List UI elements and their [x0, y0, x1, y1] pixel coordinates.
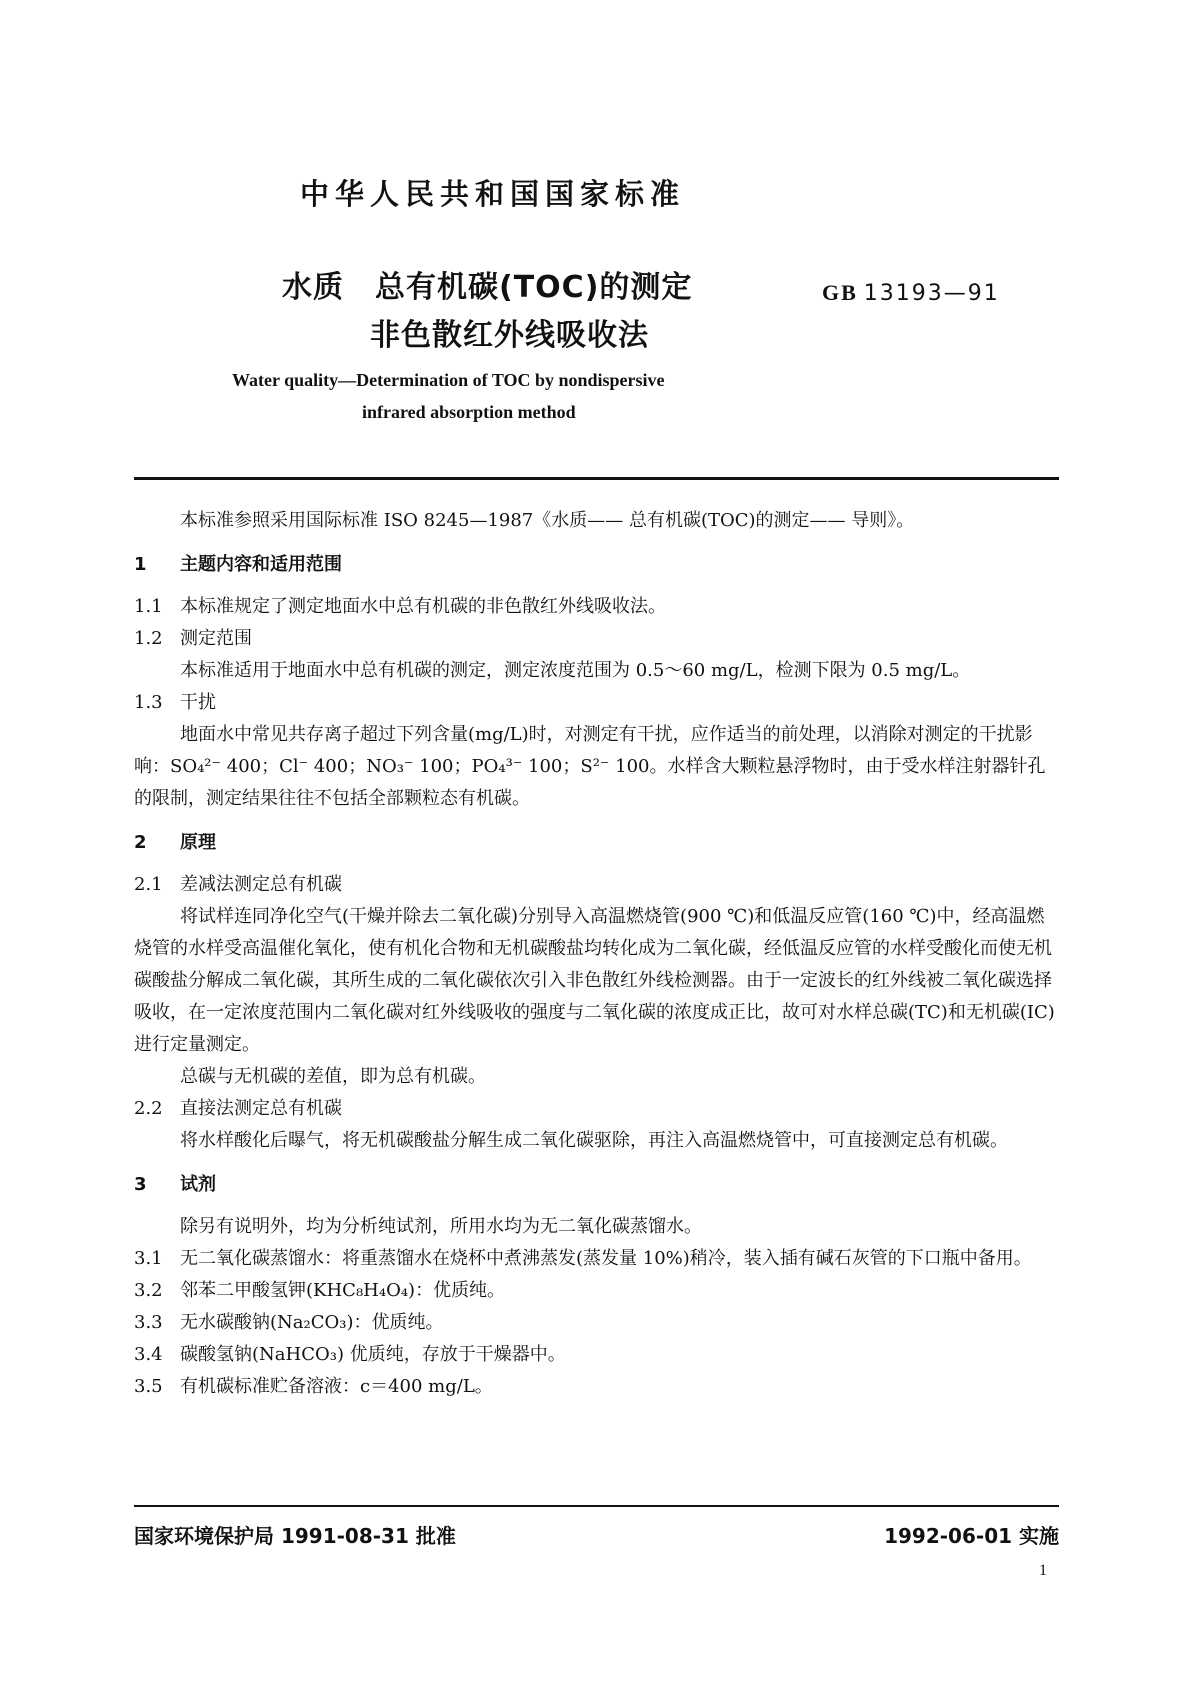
english-title-line1: Water quality—Determination of TOC by nondispersive	[232, 370, 665, 390]
clause: 3.5 有机碳标准贮备溶液：c＝400 mg/L。	[134, 1376, 493, 1397]
paragraph: 总碳与无机碳的差值，即为总有机碳。	[180, 1066, 486, 1087]
gb-prefix: GB	[822, 280, 858, 305]
footer-divider	[134, 1505, 1059, 1507]
clause: 3.3 无水碳酸钠(Na₂CO₃)：优质纯。	[134, 1312, 444, 1333]
clause-heading: 1.2 测定范围	[134, 628, 252, 649]
section-heading: 3 试剂	[134, 1174, 216, 1195]
clause-heading: 2.2 直接法测定总有机碳	[134, 1098, 342, 1119]
paragraph: 本标准适用于地面水中总有机碳的测定，测定浓度范围为 0.5～60 mg/L，检测下限为 0.5 mg/L。	[180, 660, 971, 681]
clause-heading: 2.1 差减法测定总有机碳	[134, 874, 342, 895]
paragraph: 将水样酸化后曝气，将无机碳酸盐分解生成二氧化碳驱除，再注入高温燃烧管中，可直接测定总有机碳。	[180, 1130, 1008, 1151]
approval-note: 国家环境保护局 1991-08-31 批准	[134, 1524, 456, 1548]
clause: 3.1 无二氧化碳蒸馏水：将重蒸馏水在烧杯中煮沸蒸发(蒸发量 10%)稍冷，装入插有碱石灰管的下口瓶中备用。	[134, 1248, 1032, 1269]
gb-standard-code	[822, 280, 1000, 306]
document-title-line1: 水质 总有机碳(TOC)的测定	[282, 270, 693, 305]
gb-number: 13193—91	[863, 281, 1000, 306]
paragraph: 地面水中常见共存离子超过下列含量(mg/L)时，对测定有干扰，应作适当的前处理，以消除对测定的干扰影响：SO₄²⁻ 400；Cl⁻ 400；NO₃⁻ 100；PO₄³⁻ 100；S²⁻ 100。水样含大颗粒悬浮物时，由于受水样注射器针孔的限制，测定结果往往不包括全部颗粒态有机碳。	[134, 724, 1046, 809]
implementation-date: 1992-06-01 实施	[884, 1524, 1059, 1548]
clause: 3.4 碳酸氢钠(NaHCO₃) 优质纯，存放于干燥器中。	[134, 1344, 566, 1365]
clause: 1.1 本标准规定了测定地面水中总有机碳的非色散红外线吸收法。	[134, 596, 666, 617]
section-heading: 2 原理	[134, 832, 216, 853]
section-heading: 1 主题内容和适用范围	[134, 554, 342, 575]
clause: 3.2 邻苯二甲酸氢钾(KHC₈H₄O₄)：优质纯。	[134, 1280, 506, 1301]
intro-paragraph: 本标准参照采用国际标准 ISO 8245—1987《水质—— 总有机碳(TOC)的测定—— 导则》。	[180, 510, 915, 531]
page-number: 1	[1039, 1562, 1047, 1579]
document-title-line2: 非色散红外线吸收法	[370, 318, 649, 353]
paragraph: 将试样连同净化空气(干燥并除去二氧化碳)分别导入高温燃烧管(900 ℃)和低温反应管(160 ℃)中，经高温燃烧管的水样受高温催化氧化，使有机化合物和无机碳酸盐均转化成为二氧化碳，经低温反应管的水样受酸化而使无机碳酸盐分解成二氧化碳，其所生成的二氧化碳依次引入非色散红外线检测器。由于一定波长的红外线被二氧化碳选择吸收，在一定浓度范围内二氧化碳对红外线吸收的强度与二氧化碳的浓度成正比，故可对水样总碳(TC)和无机碳(IC)进行定量测定。	[134, 906, 1055, 1055]
english-title-line2: infrared absorption method	[362, 402, 576, 422]
header-divider	[134, 477, 1059, 480]
clause-heading: 1.3 干扰	[134, 692, 216, 713]
national-standard-heading: 中华人民共和国国家标准	[300, 177, 686, 211]
document-body	[134, 505, 1059, 1403]
paragraph: 除另有说明外，均为分析纯试剂，所用水均为无二氧化碳蒸馏水。	[180, 1216, 702, 1237]
